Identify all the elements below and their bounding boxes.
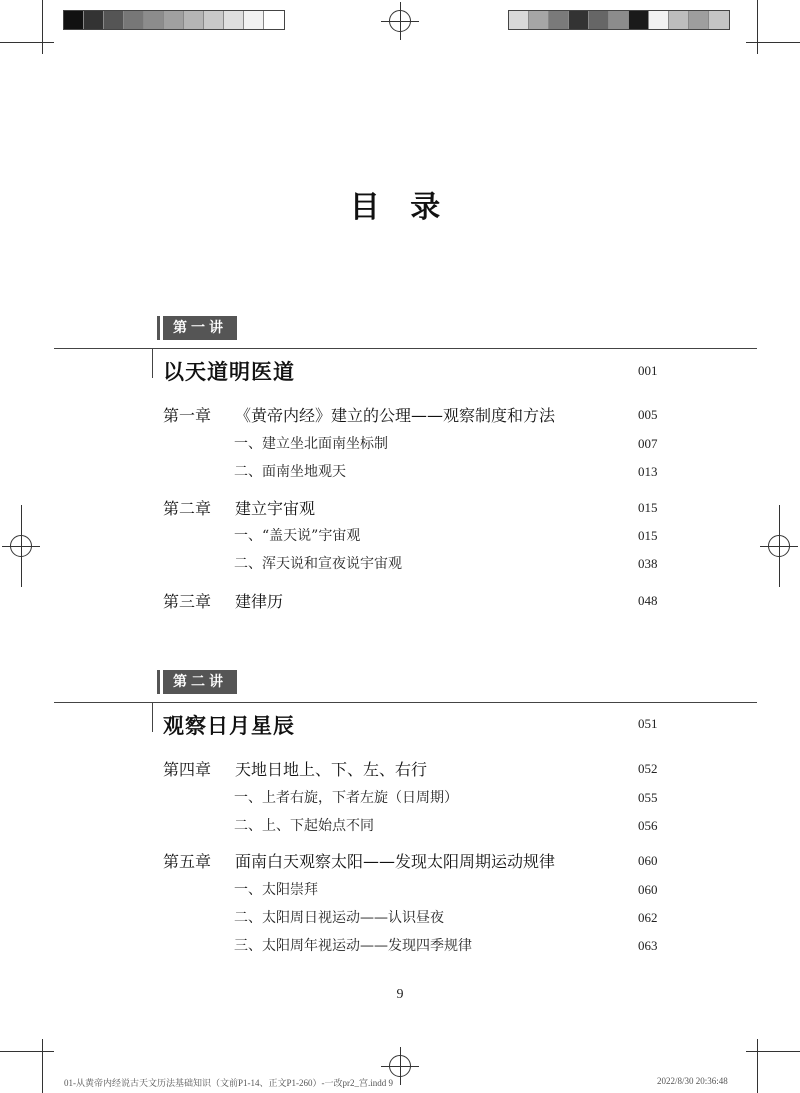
color-swatch: [224, 11, 244, 29]
page-number: 056: [638, 818, 658, 833]
lecture-divider-tick: [152, 348, 153, 378]
page-number: 063: [638, 938, 658, 953]
page-number: 015: [638, 500, 658, 515]
crop-mark: [746, 1051, 800, 1052]
crop-mark: [0, 42, 54, 43]
color-swatch: [609, 11, 629, 29]
page-number: 060: [638, 853, 658, 868]
color-swatch: [124, 11, 144, 29]
registration-mark-icon: [389, 10, 411, 32]
page-number: 055: [638, 790, 658, 805]
color-bar-left: [63, 10, 285, 30]
color-swatch: [64, 11, 84, 29]
crop-mark: [757, 0, 758, 54]
chapter-entry: [163, 403, 555, 426]
color-swatch: [629, 11, 649, 29]
chapter-entry: [163, 757, 427, 780]
crop-mark: [0, 1051, 54, 1052]
color-swatch: [84, 11, 104, 29]
lecture-title: 观察日月星辰: [163, 714, 295, 738]
registration-mark-icon: [389, 1055, 411, 1077]
page-number: 051: [638, 716, 658, 731]
slug-timestamp: 2022/8/30 20:36:48: [657, 1076, 728, 1086]
lecture-divider-tick: [152, 702, 153, 732]
folio-page-number: 9: [396, 987, 404, 1002]
color-swatch: [649, 11, 669, 29]
crop-mark: [746, 42, 800, 43]
color-swatch: [569, 11, 589, 29]
section-entry: 一、“盖天说”宇宙观: [234, 528, 361, 544]
section-entry: 二、上、下起始点不同: [234, 818, 374, 834]
crop-mark: [21, 505, 22, 587]
chapter-title: 《黄帝内经》建立的公理——观察制度和方法: [235, 406, 556, 425]
page-number: 005: [638, 407, 658, 422]
page-number: 007: [638, 436, 658, 451]
page-number: 062: [638, 910, 658, 925]
chapter-label: 第二章: [163, 499, 212, 518]
page-number: 048: [638, 593, 658, 608]
chapter-label: 第三章: [163, 592, 212, 611]
chapter-label: 第一章: [163, 406, 212, 425]
page-title: 目 录: [349, 190, 451, 225]
color-swatch: [104, 11, 124, 29]
chapter-entry: [163, 849, 555, 872]
section-entry: 一、太阳崇拜: [234, 882, 318, 898]
lecture-divider: [54, 702, 757, 703]
crop-mark: [757, 1039, 758, 1093]
color-swatch: [689, 11, 709, 29]
crop-mark: [42, 0, 43, 54]
lecture-divider: [54, 348, 757, 349]
chapter-title: 天地日地上、下、左、右行: [235, 760, 428, 779]
color-swatch: [589, 11, 609, 29]
chapter-label: 第四章: [163, 760, 212, 779]
lecture-title: 以天道明医道: [163, 360, 295, 384]
chapter-title: 面南白天观察太阳——发现太阳周期运动规律: [235, 852, 556, 871]
chapter-entry: [163, 589, 283, 612]
page-number: 052: [638, 761, 658, 776]
chapter-title: 建立宇宙观: [235, 499, 316, 518]
section-entry: 三、太阳周年视运动——发现四季规律: [234, 938, 472, 954]
section-entry: 二、太阳周日视运动——认识昼夜: [234, 910, 444, 926]
slug-filename: 01-从黄帝内经说古天文历法基础知识（文前P1-14、正文P1-260）-一改pr2_宫.indd 9: [64, 1078, 393, 1088]
color-swatch: [144, 11, 164, 29]
color-swatch: [264, 11, 284, 29]
section-entry: 二、浑天说和宣夜说宇宙观: [234, 556, 402, 572]
color-swatch: [709, 11, 729, 29]
color-swatch: [529, 11, 549, 29]
color-bar-right: [508, 10, 730, 30]
page-number: 013: [638, 464, 658, 479]
page-number: 038: [638, 556, 658, 571]
color-swatch: [669, 11, 689, 29]
chapter-entry: [163, 496, 315, 519]
color-swatch: [509, 11, 529, 29]
page-number: 060: [638, 882, 658, 897]
lecture-tag: 第一讲: [163, 316, 237, 340]
lecture-tag: 第二讲: [163, 670, 237, 694]
section-entry: 一、建立坐北面南坐标制: [234, 436, 388, 452]
section-entry: 二、面南坐地观天: [234, 464, 346, 480]
color-swatch: [244, 11, 264, 29]
section-entry: 一、上者右旋，下者左旋（日周期）: [234, 790, 458, 806]
color-swatch: [164, 11, 184, 29]
page-number: 001: [638, 363, 658, 378]
page-number: 015: [638, 528, 658, 543]
color-swatch: [549, 11, 569, 29]
color-swatch: [204, 11, 224, 29]
crop-mark: [42, 1039, 43, 1093]
chapter-label: 第五章: [163, 852, 212, 871]
crop-mark: [779, 505, 780, 587]
color-swatch: [184, 11, 204, 29]
chapter-title: 建律历: [235, 592, 284, 611]
